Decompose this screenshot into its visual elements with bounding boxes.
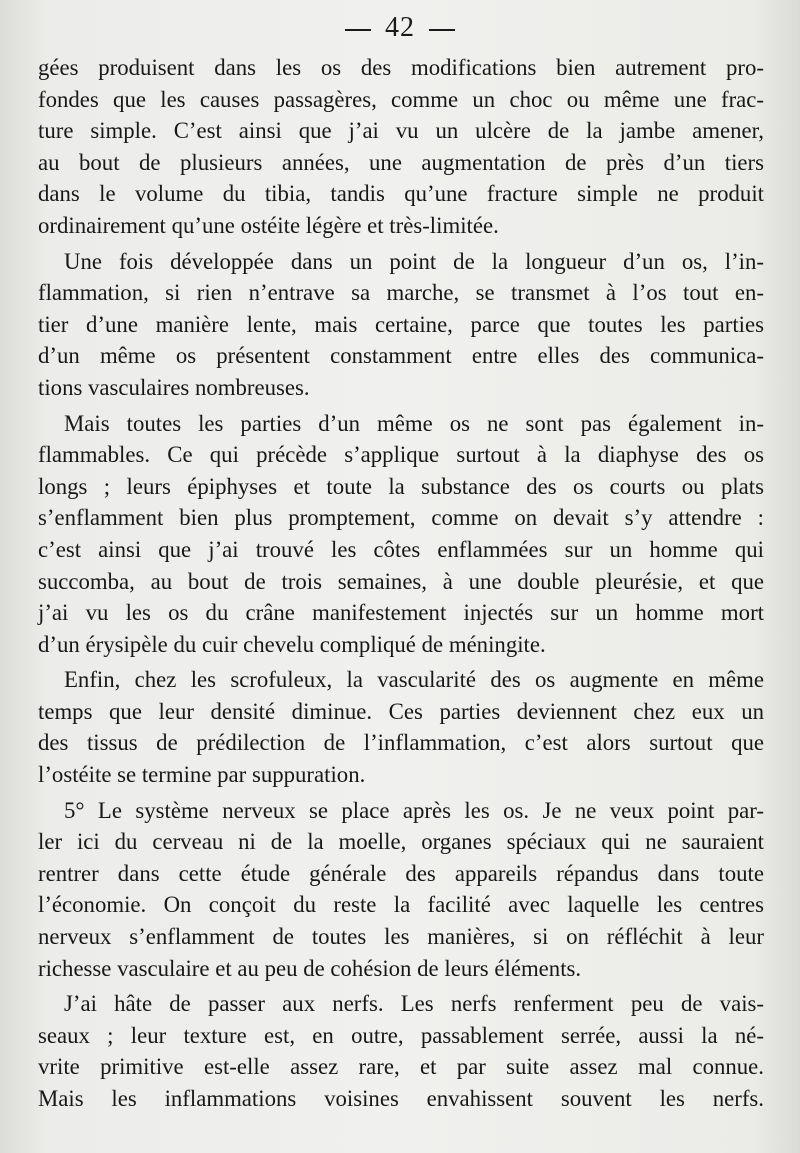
text-line: seaux ; leur texture est, en outre, passablement serrée, aussi la né- bbox=[38, 1022, 764, 1048]
text-line: j’ai vu les os du crâne manifestement injectés sur un homme mort bbox=[38, 600, 764, 626]
text-line: Mais les inflammations voisines envahissent souvent les nerfs. bbox=[38, 1086, 764, 1111]
text-line: Enfin, chez les scrofuleux, la vascularité des os augmente en même bbox=[64, 667, 764, 693]
text-line: au bout de plusieurs années, une augmentation de près d’un tiers bbox=[38, 149, 764, 175]
text-line: fondes que les causes passagères, comme un choc ou même une frac- bbox=[38, 86, 764, 112]
text-line: richesse vasculaire et au peu de cohésion de leurs éléments. bbox=[38, 955, 582, 981]
text-line: 5° Le système nerveux se place après les os. Je ne veux point par- bbox=[64, 797, 764, 823]
header-dash-left bbox=[345, 29, 371, 31]
text-line: l’économie. On conçoit du reste la facilité avec laquelle les centres bbox=[38, 892, 764, 918]
text-line: longs ; leurs épiphyses et toute la substance des os courts ou plats bbox=[38, 473, 764, 499]
paragraph-3 bbox=[38, 408, 764, 661]
text-line: ordinairement qu’une ostéite légère et très-limitée. bbox=[38, 212, 499, 238]
page-header bbox=[0, 10, 800, 46]
text-line: d’un même os présentent constamment entre elles des communica- bbox=[38, 343, 764, 369]
text-line: vrite primitive est-elle assez rare, et par suite assez mal connue. bbox=[38, 1054, 764, 1080]
text-line: dans le volume du tibia, tandis qu’une fracture simple ne produit bbox=[38, 181, 764, 207]
paragraph-5 bbox=[38, 795, 764, 985]
text-line: gées produisent dans les os des modifications bien autrement pro- bbox=[38, 55, 764, 80]
text-line: s’enflamment bien plus promptement, comme on devait s’y attendre : bbox=[38, 505, 764, 531]
header-dash-right bbox=[429, 29, 455, 31]
text-line: Une fois développée dans un point de la longueur d’un os, l’in- bbox=[64, 248, 764, 274]
page-body bbox=[38, 52, 764, 1119]
text-line: ture simple. C’est ainsi que j’ai vu un ulcère de la jambe amener, bbox=[38, 118, 764, 144]
text-line: flammation, si rien n’entrave sa marche, se transmet à l’os tout en- bbox=[38, 280, 764, 306]
paragraph-2 bbox=[38, 246, 764, 404]
text-line: Mais toutes les parties d’un même os ne sont pas également in- bbox=[64, 410, 764, 436]
text-line: J’ai hâte de passer aux nerfs. Les nerfs renferment peu de vais- bbox=[64, 991, 764, 1017]
text-line: l’ostéite se termine par suppuration. bbox=[38, 762, 366, 788]
text-line: c’est ainsi que j’ai trouvé les côtes enflammées sur un homme qui bbox=[38, 536, 764, 562]
page-number: 42 bbox=[385, 12, 415, 43]
text-line: des tissus de prédilection de l’inflammation, c’est alors surtout que bbox=[38, 730, 764, 756]
text-line: flammables. Ce qui précède s’applique surtout à la diaphyse des os bbox=[38, 442, 764, 468]
text-line: succomba, au bout de trois semaines, à une double pleurésie, et que bbox=[38, 568, 764, 594]
text-line: rentrer dans cette étude générale des appareils répandus dans toute bbox=[38, 860, 764, 886]
paragraph-6 bbox=[38, 988, 764, 1114]
text-line: nerveux s’enflamment de toutes les manières, si on réfléchit à leur bbox=[38, 924, 764, 950]
paragraph-1 bbox=[38, 52, 764, 242]
text-line: ler ici du cerveau ni de la moelle, organes spéciaux qui ne sauraient bbox=[38, 829, 764, 855]
text-line: tions vasculaires nombreuses. bbox=[38, 374, 310, 400]
paragraph-4 bbox=[38, 664, 764, 790]
text-line: d’un érysipèle du cuir chevelu compliqué de méningite. bbox=[38, 631, 546, 657]
text-line: temps que leur densité diminue. Ces parties deviennent chez eux un bbox=[38, 698, 764, 724]
text-line: tier d’une manière lente, mais certaine, parce que toutes les parties bbox=[38, 311, 764, 337]
